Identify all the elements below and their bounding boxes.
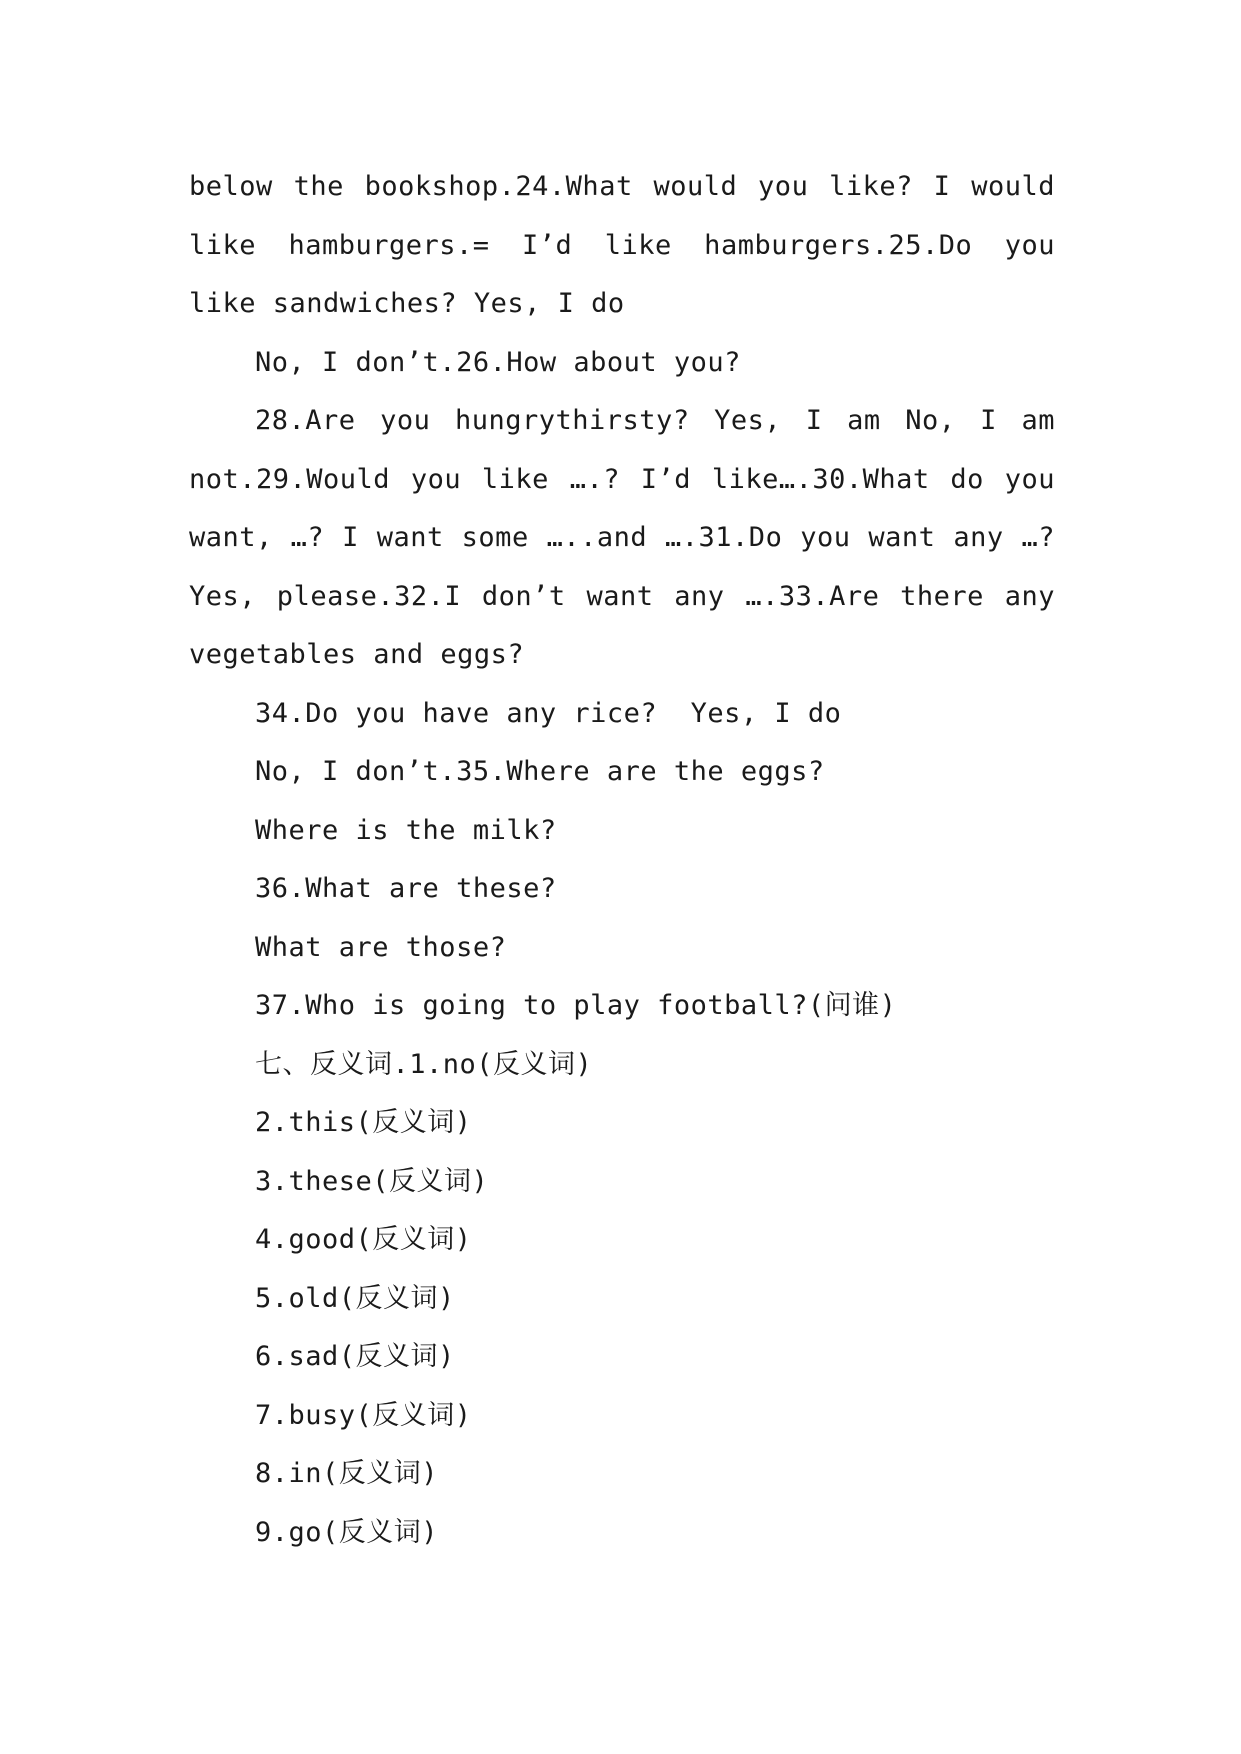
antonym-item-good: 4.good(反义词) — [255, 1224, 472, 1255]
line-rice-question: 34.Do you have any rice? Yes, I do — [255, 697, 842, 729]
antonym-item-busy: 7.busy(反义词) — [255, 1399, 472, 1431]
line-what-those: What are those? — [255, 931, 507, 963]
paragraph-hungry-thirsty: 28.Are you hungrythirsty? Yes, I am No, I am not.29.Would you like ….? I’d like….30.What do you want, …? I want some …..and ….31.Do you want any …? Yes, please.32.I don’t want any ….33.Are there any vegetables and eggs? — [189, 405, 1055, 670]
antonym-item-sad: 6.sad(反义词) — [255, 1341, 455, 1372]
section-heading-antonyms: 七、反义词.1.no(反义词) — [255, 1048, 593, 1080]
line-who-football: 37.Who is going to play football?(问谁) — [255, 990, 897, 1021]
antonym-item-this: 2.this(反义词) — [255, 1107, 472, 1138]
line-where-milk: Where is the milk? — [255, 814, 557, 846]
paragraph-dialogue-food: below the bookshop.24.What would you like? I would like hamburgers.= I’d like hamburgers.25.Do you like sandwiches? Yes, I do — [189, 171, 1055, 319]
paragraph-how-about-you: No, I don’t.26.How about you? — [255, 346, 741, 378]
document-body — [189, 158, 1055, 1562]
line-where-eggs: No, I don’t.35.Where are the eggs? — [255, 756, 825, 787]
antonym-item-old: 5.old(反义词) — [255, 1282, 455, 1314]
antonym-item-in: 8.in(反义词) — [255, 1458, 439, 1489]
antonym-item-go: 9.go(反义词) — [255, 1516, 439, 1548]
antonym-item-these: 3.these(反义词) — [255, 1165, 489, 1197]
line-what-these: 36.What are these? — [255, 873, 557, 904]
